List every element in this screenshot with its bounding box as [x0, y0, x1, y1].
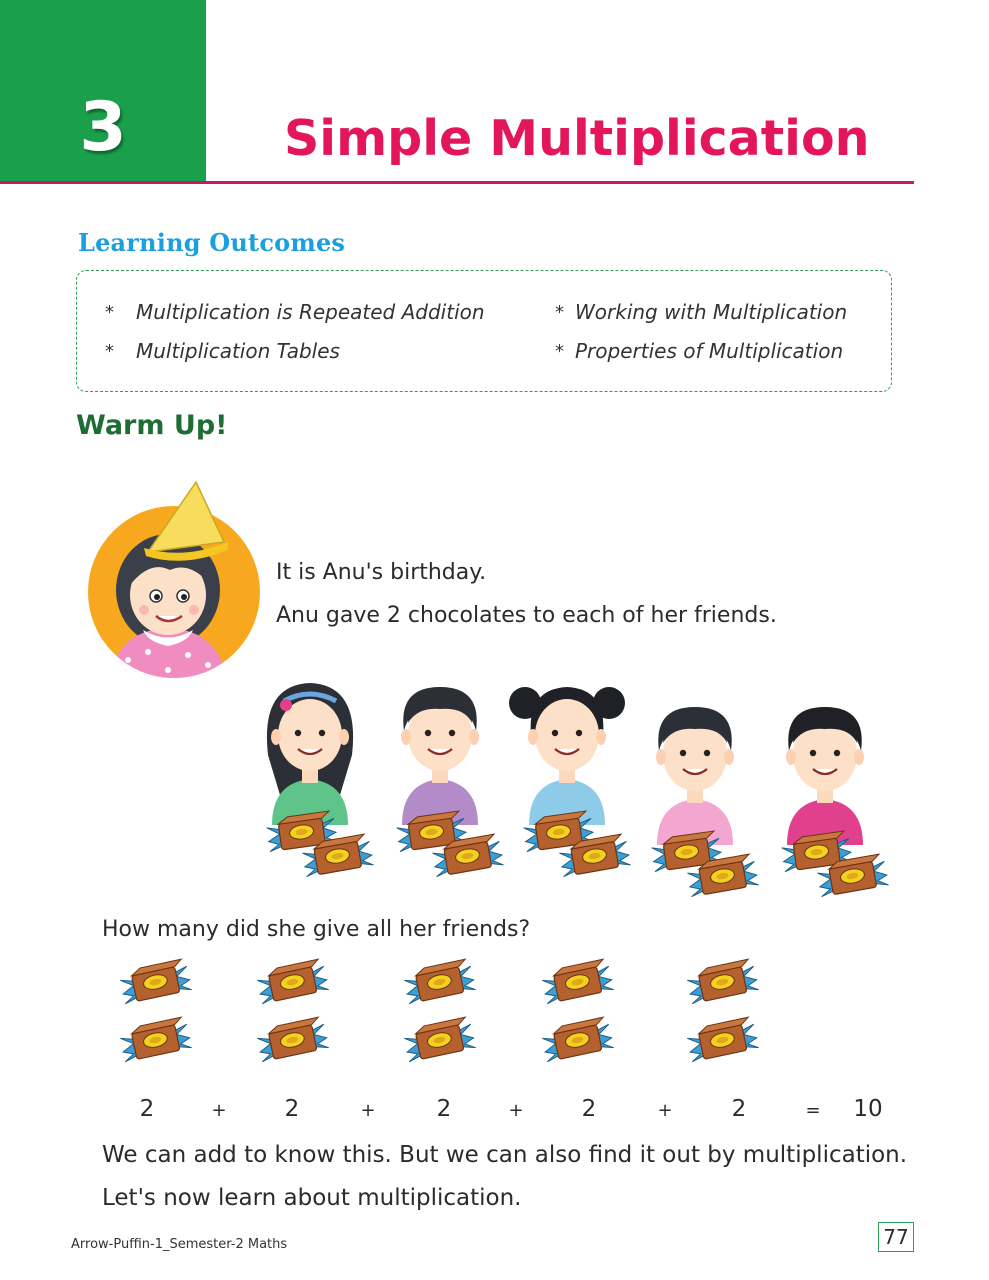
equation-operator: +: [211, 1100, 227, 1121]
question-text: How many did she give all her friends?: [102, 917, 531, 942]
chocolate-candy-icon: [119, 1016, 192, 1061]
chocolate-candy-icon: [256, 1016, 329, 1061]
friend-girl-icon: [267, 683, 353, 825]
conclusion-line: Let's now learn about multiplication.: [102, 1185, 522, 1211]
equation-term: 2: [284, 1096, 300, 1122]
outcome-item: Multiplication is Repeated Addition: [136, 300, 485, 324]
chocolate-candy-icon: [541, 958, 614, 1003]
title-underline: [0, 181, 914, 184]
friend-boy-icon: [786, 707, 864, 845]
chocolate-candy-icon: [119, 958, 192, 1003]
chocolate-candy-icon: [541, 1016, 614, 1061]
equation-term: 2: [436, 1096, 452, 1122]
chocolate-candy-icon: [256, 958, 329, 1003]
chapter-title: Simple Multiplication: [284, 110, 870, 167]
friend-boy-icon: [401, 687, 479, 825]
equation-operator: =: [805, 1100, 821, 1121]
equation-term: 2: [581, 1096, 597, 1122]
outcome-item: Properties of Multiplication: [575, 339, 844, 363]
bullet-star: *: [555, 302, 564, 323]
learning-outcomes-box: [76, 270, 892, 392]
chapter-number: 3: [79, 88, 127, 167]
bullet-star: *: [105, 302, 114, 323]
friend-girl-icon: [509, 687, 625, 825]
footer-book-title: Arrow-Puffin-1_Semester-2 Maths: [71, 1237, 288, 1252]
page-number: 77: [878, 1222, 914, 1252]
bullet-star: *: [105, 341, 114, 362]
party-hat-girl-icon: [88, 480, 268, 680]
learning-outcomes-heading: Learning Outcomes: [78, 228, 346, 257]
intro-line: It is Anu's birthday.: [276, 560, 487, 585]
conclusion-line: We can add to know this. But we can also find it out by multiplication.: [102, 1142, 908, 1168]
chocolate-candy-icon: [686, 1016, 759, 1061]
equation-result: 10: [853, 1096, 883, 1122]
equation-operator: +: [657, 1100, 673, 1121]
equation-operator: +: [360, 1100, 376, 1121]
warm-up-heading: Warm Up!: [76, 410, 228, 441]
friend-boy-icon: [656, 707, 734, 845]
outcome-item: Working with Multiplication: [575, 300, 848, 324]
chocolate-candy-icon: [686, 958, 759, 1003]
chocolate-candy-icon: [403, 1016, 476, 1061]
outcome-item: Multiplication Tables: [136, 339, 340, 363]
friends-illustration: [250, 675, 900, 920]
chocolate-candy-icon: [403, 958, 476, 1003]
intro-line: Anu gave 2 chocolates to each of her friends.: [276, 603, 777, 628]
equation-term: 2: [731, 1096, 747, 1122]
chocolates-grid: [100, 955, 790, 1085]
bullet-star: *: [555, 341, 564, 362]
equation-term: 2: [139, 1096, 155, 1122]
equation-operator: +: [508, 1100, 524, 1121]
